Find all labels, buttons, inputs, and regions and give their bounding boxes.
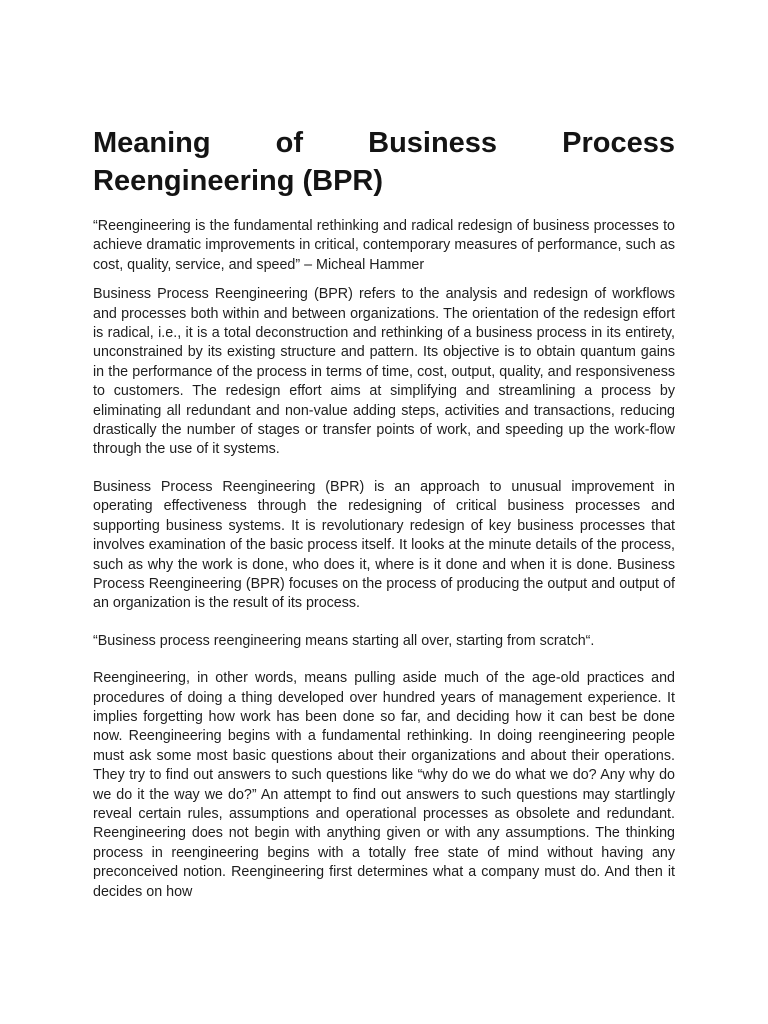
document-title: Meaning of Business Process Reengineering (BPR) [93, 127, 675, 197]
approach-paragraph: Business Process Reengineering (BPR) is an approach to unusual improvement in operating effectiveness through the redesigning of critical business processes and supporting business systems. It is revolutionary redesign of key business processes that involves examination of the basic process itself. It looks at the minute details of the process, such as why the work is done, who does it, where is it done and when it is done. Business Process Reengineering (BPR) focuses on the process of producing the output and output of an organization is the result of its process. [93, 478, 675, 612]
definition-paragraph: Business Process Reengineering (BPR) refers to the analysis and redesign of workflows and processes both within and between organizations. The orientation of the redesign effort is radical, i.e., it is a total deconstruction and rethinking of a business process in its entirety, unconstrained by its existing structure and pattern. Its objective is to obtain quantum gains in the performance of the process in terms of time, cost, output, quality, and responsiveness to customers. The redesign effort aims at simplifying and streamlining a process by eliminating all redundant and non-value adding steps, activities and transactions, reducing drastically the number of stages or transfer points of work, and speeding up the work-flow through the use of it systems. [93, 286, 675, 458]
reengineering-paragraph: Reengineering, in other words, means pulling aside much of the age-old practices and procedures of doing a thing developed over hundred years of management experience. It implies forgetting how work has been done so far, and deciding how it can best be done now. Reengineering begins with a fundamental rethinking. In doing reengineering people must ask some most basic questions about their organizations and about their operations. They try to find out answers to such questions like “why do we do what we do? Any why do we do it the way we do?” An attempt to find out answers to such questions may startlingly reveal certain rules, assumptions and operational processes as obsolete and redundant. Reengineering does not begin with anything given or with any assumptions. The thinking process in reengineering begins with a totally free state of mind without having any preconceived notion. Reengineering first determines what a company must do. And then it decides on how [93, 670, 675, 900]
document-page [93, 124, 675, 912]
quote-paragraph: “Reengineering is the fundamental rethinking and radical redesign of business processes to achieve dramatic improvements in critical, contemporary measures of performance, such as cost, quality, service, and speed” – Micheal Hammer [93, 218, 675, 273]
scratch-quote-paragraph: “Business process reengineering means starting all over, starting from scratch“. [93, 632, 595, 649]
